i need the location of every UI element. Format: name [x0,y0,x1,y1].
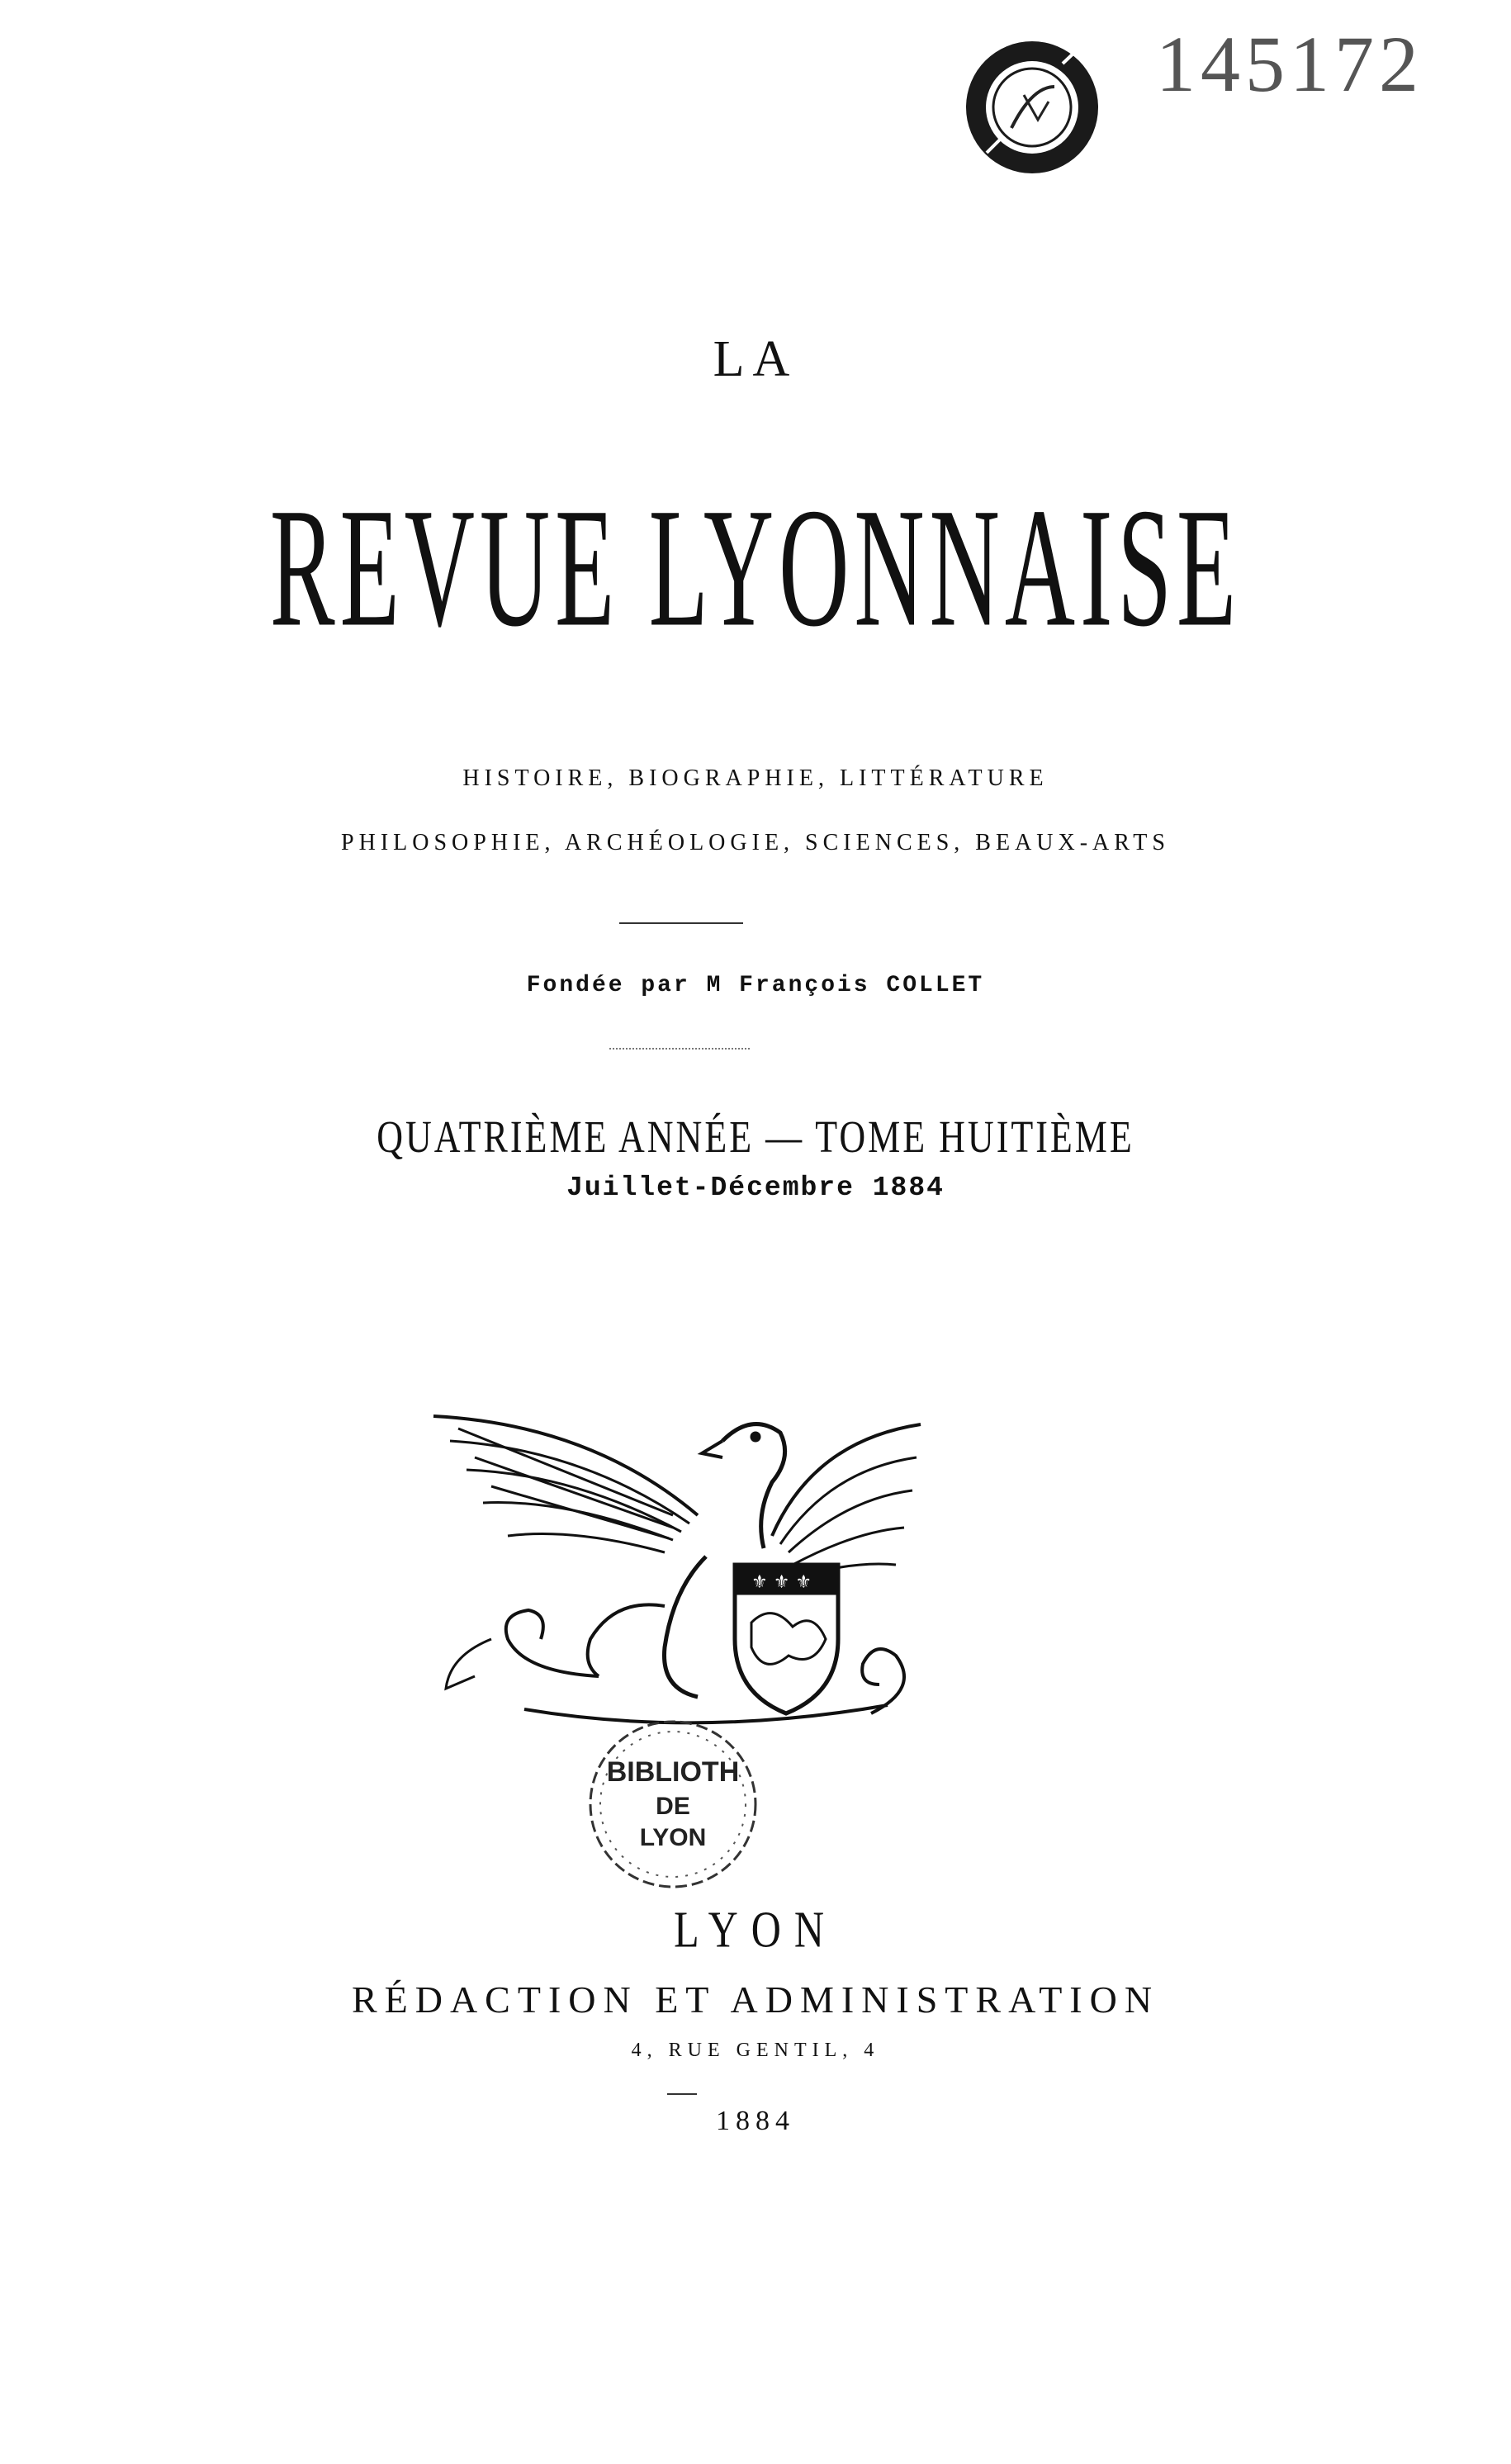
volume-line: QUATRIÈME ANNÉE — TOME HUITIÈME [377,1111,1134,1163]
divider-rule-dotted [609,1048,750,1050]
griffin-emblem [425,1391,937,1730]
library-stamp-icon [962,37,1102,178]
subjects-line-1: HISTOIRE, BIOGRAPHIE, LITTÉRATURE [462,765,1049,791]
period-line: Juillet-Décembre 1884 [566,1173,945,1203]
publisher-address: 4, RUE GENTIL, 4 [631,2040,880,2061]
griffin-coat-of-arms-icon [425,1391,937,1730]
founder-line: Fondée par M François COLLET [526,973,985,998]
divider-rule-short [667,2093,697,2095]
divider-rule [619,922,743,924]
stamp-line-3: LYON [639,1824,707,1851]
stamp-line-2: DE [656,1793,690,1820]
publication-year: 1884 [716,2106,795,2136]
shelfmark-number: 145172 [1156,20,1423,108]
library-stamp-middle [582,1713,764,1895]
title-article: LA [713,331,798,387]
publisher-office: RÉDACTION ET ADMINISTRATION [351,1978,1160,2021]
journal-title-text: REVUE LYONNAISE [269,472,1242,662]
stamp-line-1: BIBLIOTH [606,1756,740,1788]
publisher-city: LYON [674,1900,837,1959]
library-stamp-top [962,37,1102,178]
library-stamp-icon [582,1713,764,1895]
journal-title [0,472,1511,665]
svg-text:⚜ ⚜ ⚜: ⚜ ⚜ ⚜ [751,1572,812,1593]
subjects-line-2: PHILOSOPHIE, ARCHÉOLOGIE, SCIENCES, BEAUX-ARTS [341,830,1170,855]
